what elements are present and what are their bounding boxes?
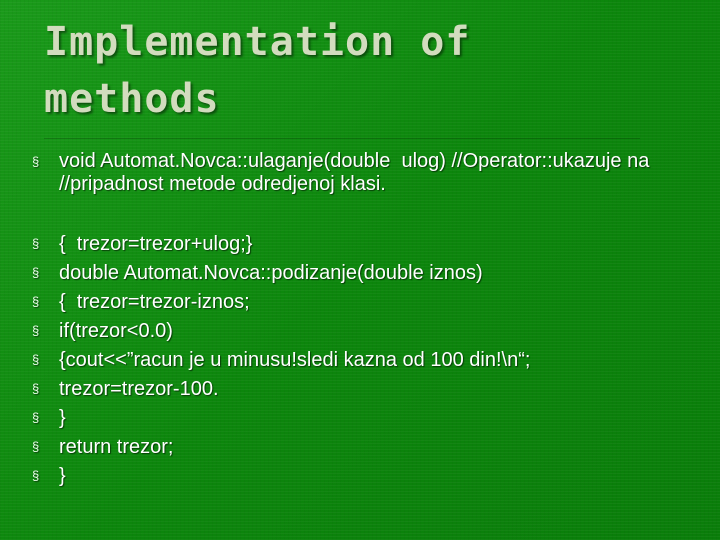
- slide-title: [44, 14, 684, 128]
- bullet-marker-icon: §: [32, 294, 40, 309]
- title-divider: [44, 138, 640, 139]
- slide-title-line-2: methods: [44, 76, 220, 122]
- bullet-marker-icon: §: [32, 439, 40, 454]
- bullet-marker-icon: §: [32, 381, 40, 396]
- code-line: double Automat.Novca::podizanje(double iznos): [59, 262, 483, 284]
- bullet-marker-icon: §: [32, 265, 40, 280]
- bullet-marker-icon: §: [32, 352, 40, 367]
- code-bullet-item: [32, 290, 692, 315]
- code-line: { trezor=trezor+ulog;}: [59, 233, 253, 255]
- code-line: {cout<<”racun je u minusu!sledi kazna od 100 din!\n“;: [59, 349, 531, 371]
- bullet-marker-icon: §: [32, 323, 40, 338]
- code-bullet-item: [32, 348, 692, 373]
- bullet-marker-icon: §: [32, 410, 40, 425]
- code-line: }: [59, 465, 66, 487]
- slide-body: [32, 150, 692, 493]
- code-line: if(trezor<0.0): [59, 320, 173, 342]
- slide-title-line-1: Implementation of: [44, 19, 471, 65]
- code-bullet-item: [32, 232, 692, 257]
- code-bullet-item: [32, 261, 692, 286]
- code-line: { trezor=trezor-iznos;: [59, 291, 250, 313]
- code-bullet-item: [32, 377, 692, 402]
- code-bullet-item: [32, 319, 692, 344]
- bullet-item-intro: [32, 150, 692, 196]
- bullet-marker-icon: §: [32, 236, 40, 251]
- code-bullet-item: [32, 435, 692, 460]
- code-line: }: [59, 407, 66, 429]
- code-bullet-item: [32, 406, 692, 431]
- bullet-text-intro: void Automat.Novca::ulaganje(double ulog) //Operator::ukazuje na //pripadnost metode odredjenoj klasi.: [59, 150, 655, 195]
- code-line: trezor=trezor-100.: [59, 378, 219, 400]
- bullet-marker-icon: §: [32, 468, 40, 483]
- code-line: return trezor;: [59, 436, 174, 458]
- bullet-marker-icon: §: [32, 154, 40, 169]
- code-bullet-list: [32, 232, 692, 489]
- code-bullet-item: [32, 464, 692, 489]
